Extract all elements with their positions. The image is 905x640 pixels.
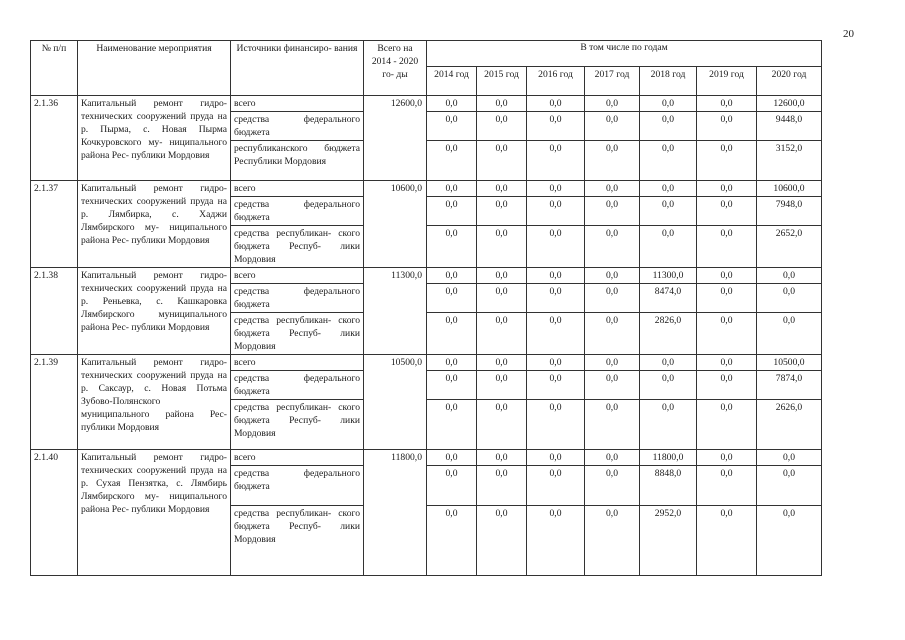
year-value: 0,0 — [697, 96, 757, 112]
measure-name: Капитальный ремонт гидро- технических сооружений пруда на р. Лямбирка, с. Хаджи Лямбирского му- ниципального района Рес- публики Мордовия — [78, 181, 231, 268]
row-number: 2.1.37 — [31, 181, 78, 268]
year-value: 0,0 — [427, 226, 477, 268]
year-value: 0,0 — [427, 466, 477, 506]
funding-source: всего — [231, 355, 364, 371]
year-value: 0,0 — [427, 284, 477, 313]
year-value: 0,0 — [477, 226, 527, 268]
year-value: 10500,0 — [757, 355, 822, 371]
row-total: 11800,0 — [364, 450, 427, 576]
year-value: 0,0 — [427, 141, 477, 181]
year-value: 0,0 — [527, 112, 585, 141]
year-value: 0,0 — [585, 226, 640, 268]
header-source: Источники финансиро- вания — [231, 41, 364, 96]
year-value: 8474,0 — [640, 284, 697, 313]
year-value: 2952,0 — [640, 506, 697, 576]
year-value: 0,0 — [585, 506, 640, 576]
year-value: 0,0 — [477, 268, 527, 284]
funding-source: средства республикан- ского бюджета Респуб- лики Мордовия — [231, 400, 364, 450]
year-value: 0,0 — [477, 141, 527, 181]
year-value: 0,0 — [527, 181, 585, 197]
year-value: 0,0 — [427, 371, 477, 400]
year-value: 7874,0 — [757, 371, 822, 400]
year-value: 0,0 — [697, 284, 757, 313]
year-value: 0,0 — [585, 466, 640, 506]
funding-source: средства республикан- ского бюджета Респуб- лики Мордовия — [231, 506, 364, 576]
year-value: 0,0 — [640, 181, 697, 197]
year-value: 0,0 — [697, 506, 757, 576]
year-value: 0,0 — [697, 313, 757, 355]
year-value: 0,0 — [640, 400, 697, 450]
budget-table — [30, 40, 822, 576]
year-value: 0,0 — [640, 96, 697, 112]
year-value: 0,0 — [427, 400, 477, 450]
year-value: 0,0 — [427, 181, 477, 197]
year-value: 0,0 — [427, 197, 477, 226]
row-total: 10600,0 — [364, 181, 427, 268]
row-number: 2.1.39 — [31, 355, 78, 450]
header-name: Наименование мероприятия — [78, 41, 231, 96]
table-body — [31, 96, 822, 576]
year-value: 0,0 — [697, 197, 757, 226]
row-number: 2.1.40 — [31, 450, 78, 576]
year-value: 0,0 — [427, 268, 477, 284]
year-value: 0,0 — [427, 313, 477, 355]
year-value: 0,0 — [585, 197, 640, 226]
year-value: 0,0 — [477, 181, 527, 197]
year-value: 0,0 — [477, 506, 527, 576]
year-value: 0,0 — [697, 112, 757, 141]
year-value: 0,0 — [697, 226, 757, 268]
funding-source: средства федерального бюджета — [231, 197, 364, 226]
measure-name: Капитальный ремонт гидро- технических сооружений пруда на р. Сухая Пензятка, с. Лямбирь Лямбирского му- ниципального района Рес- публики Мордовия — [78, 450, 231, 576]
year-value: 0,0 — [757, 284, 822, 313]
year-value: 0,0 — [527, 268, 585, 284]
measure-name: Капитальный ремонт гидро- технических сооружений пруда на р. Пырма, с. Новая Пырма Кочкуровского му- ниципального района Рес- публики Мордовия — [78, 96, 231, 181]
year-value: 0,0 — [527, 506, 585, 576]
year-value: 0,0 — [427, 355, 477, 371]
year-value: 0,0 — [757, 466, 822, 506]
year-value: 11300,0 — [640, 268, 697, 284]
year-value: 0,0 — [640, 197, 697, 226]
year-value: 0,0 — [427, 506, 477, 576]
table-row — [31, 355, 822, 371]
header-no: № п/п — [31, 41, 78, 96]
table-row — [31, 268, 822, 284]
measure-name: Капитальный ремонт гидро- технических сооружений пруда на р. Саксаур, с. Новая Потьма Зубово-Полянского муниципального района Рес- публики Мордовия — [78, 355, 231, 450]
funding-source: средства федерального бюджета — [231, 284, 364, 313]
year-value: 0,0 — [585, 96, 640, 112]
year-value: 0,0 — [640, 371, 697, 400]
header-total: Всего на 2014 - 2020 го- ды — [364, 41, 427, 96]
funding-source: средства федерального бюджета — [231, 466, 364, 506]
year-value: 0,0 — [477, 197, 527, 226]
year-value: 0,0 — [585, 141, 640, 181]
year-value: 0,0 — [585, 268, 640, 284]
year-value: 0,0 — [640, 226, 697, 268]
year-value: 0,0 — [585, 313, 640, 355]
year-value: 0,0 — [527, 141, 585, 181]
year-value: 0,0 — [477, 450, 527, 466]
funding-source: средства республикан- ского бюджета Респуб- лики Мордовия — [231, 313, 364, 355]
funding-source: средства федерального бюджета — [231, 371, 364, 400]
table-row — [31, 181, 822, 197]
year-value: 3152,0 — [757, 141, 822, 181]
header-year: 2014 год — [427, 66, 477, 95]
year-value: 0,0 — [527, 197, 585, 226]
header-year: 2016 год — [527, 66, 585, 95]
year-value: 0,0 — [585, 284, 640, 313]
year-value: 0,0 — [527, 466, 585, 506]
year-value: 0,0 — [527, 226, 585, 268]
year-value: 0,0 — [477, 313, 527, 355]
year-value: 7948,0 — [757, 197, 822, 226]
year-value: 0,0 — [477, 112, 527, 141]
year-value: 0,0 — [697, 268, 757, 284]
year-value: 0,0 — [697, 181, 757, 197]
year-value: 0,0 — [697, 450, 757, 466]
year-value: 9448,0 — [757, 112, 822, 141]
year-value: 0,0 — [477, 96, 527, 112]
year-value: 10600,0 — [757, 181, 822, 197]
year-value: 0,0 — [527, 400, 585, 450]
year-value: 0,0 — [585, 112, 640, 141]
header-year: 2015 год — [477, 66, 527, 95]
year-value: 0,0 — [697, 466, 757, 506]
page-number: 20 — [843, 28, 854, 40]
year-value: 0,0 — [527, 371, 585, 400]
row-number: 2.1.36 — [31, 96, 78, 181]
year-value: 0,0 — [477, 400, 527, 450]
header-row — [31, 41, 822, 67]
funding-source: республиканского бюджета Республики Мордовия — [231, 141, 364, 181]
funding-source: всего — [231, 268, 364, 284]
header-year: 2017 год — [585, 66, 640, 95]
year-value: 0,0 — [527, 355, 585, 371]
row-total: 12600,0 — [364, 96, 427, 181]
year-value: 0,0 — [697, 371, 757, 400]
year-value: 12600,0 — [757, 96, 822, 112]
row-total: 10500,0 — [364, 355, 427, 450]
year-value: 0,0 — [585, 450, 640, 466]
header-year: 2019 год — [697, 66, 757, 95]
year-value: 0,0 — [697, 400, 757, 450]
year-value: 0,0 — [757, 268, 822, 284]
year-value: 0,0 — [477, 284, 527, 313]
year-value: 0,0 — [477, 355, 527, 371]
row-number: 2.1.38 — [31, 268, 78, 355]
year-value: 0,0 — [427, 96, 477, 112]
year-value: 0,0 — [527, 313, 585, 355]
year-value: 0,0 — [427, 112, 477, 141]
year-value: 2826,0 — [640, 313, 697, 355]
funding-source: средства федерального бюджета — [231, 112, 364, 141]
year-value: 8848,0 — [640, 466, 697, 506]
year-value: 0,0 — [757, 313, 822, 355]
header-year: 2018 год — [640, 66, 697, 95]
year-value: 0,0 — [697, 141, 757, 181]
year-value: 2626,0 — [757, 400, 822, 450]
year-value: 0,0 — [640, 141, 697, 181]
measure-name: Капитальный ремонт гидро- технических сооружений пруда на р. Реньевка, с. Кашкаровка Лямбирского муниципального района Рес- публики Мордовия — [78, 268, 231, 355]
row-total: 11300,0 — [364, 268, 427, 355]
funding-source: всего — [231, 181, 364, 197]
year-value: 2652,0 — [757, 226, 822, 268]
year-value: 0,0 — [585, 355, 640, 371]
year-value: 0,0 — [585, 400, 640, 450]
year-value: 0,0 — [697, 355, 757, 371]
funding-source: всего — [231, 96, 364, 112]
year-value: 0,0 — [427, 450, 477, 466]
year-value: 0,0 — [527, 284, 585, 313]
year-value: 11800,0 — [640, 450, 697, 466]
funding-source: средства республикан- ского бюджета Респуб- лики Мордовия — [231, 226, 364, 268]
year-value: 0,0 — [527, 96, 585, 112]
year-value: 0,0 — [757, 450, 822, 466]
table-row — [31, 450, 822, 466]
year-value: 0,0 — [585, 181, 640, 197]
year-value: 0,0 — [640, 112, 697, 141]
year-value: 0,0 — [477, 371, 527, 400]
year-value: 0,0 — [527, 450, 585, 466]
year-value: 0,0 — [640, 355, 697, 371]
year-value: 0,0 — [757, 506, 822, 576]
header-year: 2020 год — [757, 66, 822, 95]
table-row — [31, 96, 822, 112]
header-by-years: В том числе по годам — [427, 41, 822, 67]
year-value: 0,0 — [585, 371, 640, 400]
year-value: 0,0 — [477, 466, 527, 506]
funding-source: всего — [231, 450, 364, 466]
